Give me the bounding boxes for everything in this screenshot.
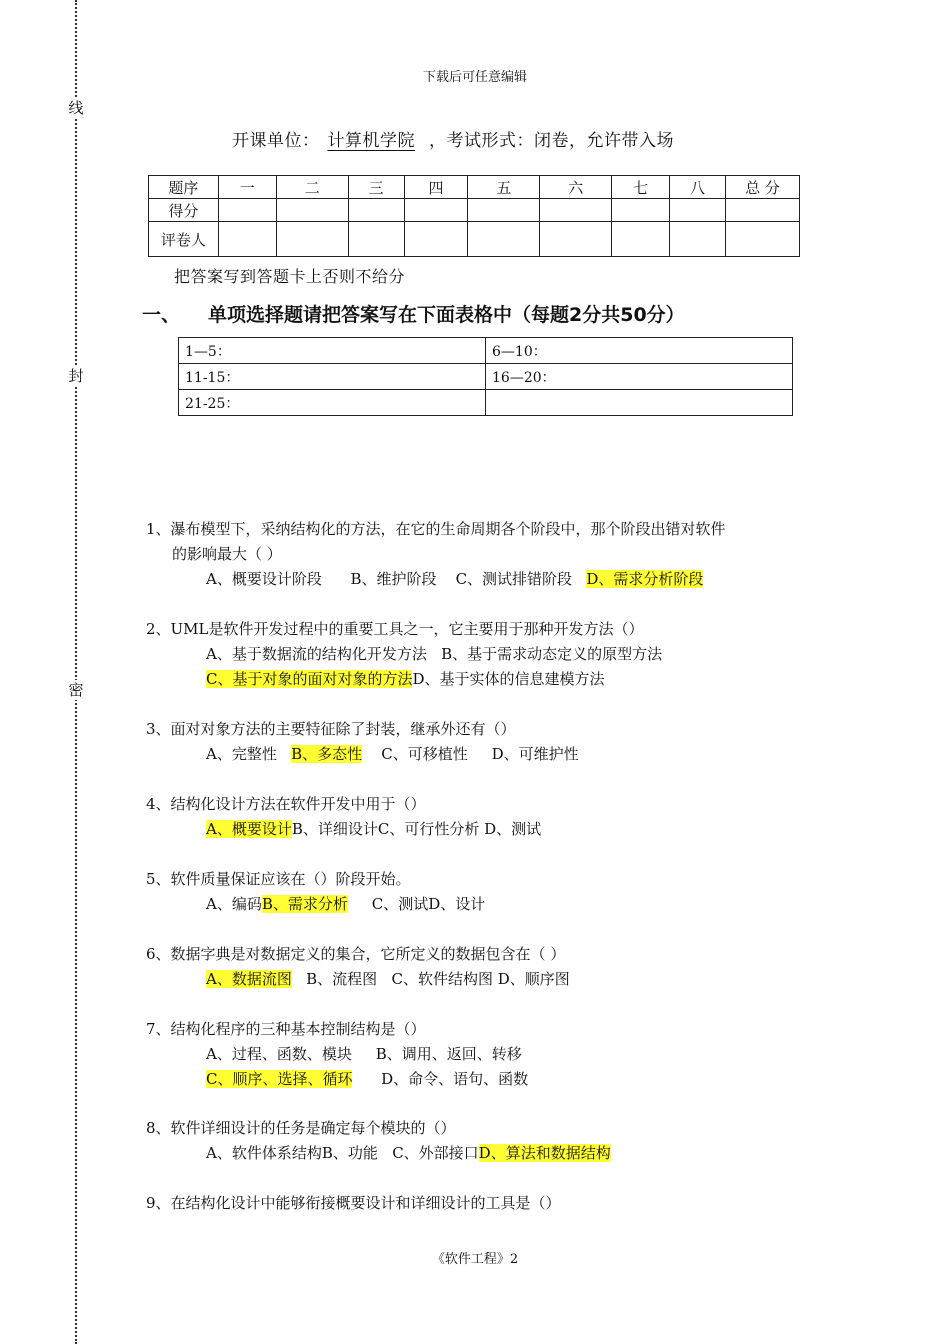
margin-char-line: 线 (64, 98, 88, 118)
option-b: B、维护阶段 (350, 570, 437, 588)
score-header-cell: 八 (670, 176, 726, 199)
score-cell (726, 199, 800, 222)
question-7 (146, 1017, 528, 1092)
question-5 (146, 867, 485, 917)
question-options (146, 567, 726, 592)
option-c-highlighted: C、顺序、选择、循环 (206, 1070, 353, 1088)
answer-cell: 6—10： (486, 338, 793, 364)
option-b-highlighted: B、需求分析 (261, 895, 348, 913)
question-6 (146, 942, 570, 992)
score-cell (468, 199, 540, 222)
score-cell (404, 199, 468, 222)
option-d: D、测试 (484, 820, 542, 838)
question-stem: 1、瀑布模型下，采纳结构化的方法，在它的生命周期各个阶段中，那个阶段出错对软件 (146, 520, 726, 538)
score-header-cell: 三 (348, 176, 404, 199)
score-header-cell: 题序 (149, 176, 219, 199)
question-stem: 7、结构化程序的三种基本控制结构是（） (146, 1020, 426, 1038)
option-a: A、编码 (206, 895, 262, 913)
option-d: D、命令、语句、函数 (381, 1070, 529, 1088)
score-table-header-row (149, 176, 800, 199)
score-header-cell: 五 (468, 176, 540, 199)
question-stem: 3、面对对象方法的主要特征除了封装，继承外还有（） (146, 720, 516, 738)
option-b-highlighted: B、多态性 (291, 745, 363, 763)
score-header-cell: 总 分 (726, 176, 800, 199)
option-a: A、概要设计阶段 (206, 570, 322, 588)
option-a: A、完整性 (206, 745, 277, 763)
option-c: C、可行性分析 (377, 820, 480, 838)
question-options (146, 1141, 611, 1166)
question-stem: 5、软件质量保证应该在（）阶段开始。 (146, 870, 411, 888)
question-stem: 4、结构化设计方法在软件开发中用于（） (146, 795, 426, 813)
option-c: C、测试 (371, 895, 429, 913)
question-options (146, 817, 541, 842)
option-a: A、过程、函数、模块 (206, 1045, 352, 1063)
option-d-highlighted: D、需求分析阶段 (586, 570, 704, 588)
course-line (232, 126, 674, 151)
grader-cell (218, 222, 276, 257)
question-stem: 8、软件详细设计的任务是确定每个模块的（） (146, 1119, 456, 1137)
question-3 (146, 717, 579, 767)
section-number: 一、 (142, 304, 181, 326)
grader-row-label: 评卷人 (149, 222, 219, 257)
grader-cell (670, 222, 726, 257)
question-9 (146, 1191, 561, 1216)
option-d-highlighted: D、算法和数据结构 (478, 1144, 611, 1162)
score-header-cell: 二 (276, 176, 348, 199)
section-title: 单项选择题请把答案写在下面表格中（每题2分共50分） (208, 304, 685, 326)
question-options (146, 667, 662, 692)
answer-row (179, 364, 793, 390)
grader-cell (404, 222, 468, 257)
option-c: C、软件结构图 (391, 970, 493, 988)
course-unit-label: 开课单位： (232, 131, 320, 151)
question-options (146, 892, 485, 917)
option-a-highlighted: A、数据流图 (206, 970, 292, 988)
score-header-cell: 六 (540, 176, 612, 199)
question-stem: 9、在结构化设计中能够衔接概要设计和详细设计的工具是（） (146, 1194, 561, 1212)
grader-cell (726, 222, 800, 257)
margin-char-seal: 封 (64, 366, 88, 386)
margin-char-secret: 密 (64, 680, 88, 700)
answer-row (179, 338, 793, 364)
answer-cell: 11-15： (179, 364, 486, 390)
option-c: C、测试排错阶段 (455, 570, 573, 588)
option-c-highlighted: C、基于对象的面对对象的方法 (206, 670, 413, 688)
option-a-highlighted: A、概要设计 (206, 820, 292, 838)
option-a: A、软件体系结构 (206, 1144, 322, 1162)
header-note: 下载后可任意编辑 (422, 70, 527, 85)
score-cell (540, 199, 612, 222)
question-stem: 2、UML是软件开发过程中的重要工具之一，它主要用于那种开发方法（） (146, 620, 644, 638)
option-c: C、外部接口 (392, 1144, 479, 1162)
grader-cell (468, 222, 540, 257)
option-a: A、基于数据流的结构化开发方法 (206, 645, 427, 663)
option-b: B、功能 (321, 1144, 378, 1162)
score-header-cell: 一 (218, 176, 276, 199)
grader-cell (276, 222, 348, 257)
score-cell (670, 199, 726, 222)
question-options (146, 967, 570, 992)
option-d: D、设计 (428, 895, 486, 913)
option-d: D、顺序图 (497, 970, 570, 988)
option-d: D、基于实体的信息建模方法 (412, 670, 605, 688)
score-cell (276, 199, 348, 222)
question-stem: 6、数据字典是对数据定义的集合，它所定义的数据包含在（ ） (146, 945, 566, 963)
answer-row (179, 390, 793, 416)
question-stem-continued: 的影响最大（ ） (172, 545, 282, 563)
section-heading (142, 300, 685, 327)
score-header-cell: 七 (612, 176, 670, 199)
score-table (148, 175, 800, 257)
grader-cell (612, 222, 670, 257)
score-row-label: 得分 (149, 199, 219, 222)
question-options (146, 1067, 528, 1092)
grader-cell (348, 222, 404, 257)
question-8 (146, 1116, 611, 1166)
grader-row (149, 222, 800, 257)
score-cell (348, 199, 404, 222)
answer-cell: 16—20： (486, 364, 793, 390)
answer-cell (486, 390, 793, 416)
question-4 (146, 792, 541, 842)
question-1 (146, 517, 726, 592)
question-options (146, 742, 579, 767)
option-c: C、可移植性 (381, 745, 468, 763)
score-cell (612, 199, 670, 222)
answer-card-note: 把答案写到答题卡上否则不给分 (174, 267, 406, 286)
binding-dotted-line (75, 0, 77, 1344)
answer-table (178, 337, 793, 416)
answer-cell: 21-25： (179, 390, 486, 416)
grader-cell (540, 222, 612, 257)
option-b: B、流程图 (306, 970, 378, 988)
option-b: B、基于需求动态定义的原型方法 (441, 645, 663, 663)
page-footer: 《软件工程》2 (431, 1252, 519, 1267)
score-cell (218, 199, 276, 222)
exam-form: ，考试形式：闭卷，允许带入场 (429, 131, 674, 151)
question-options (146, 1042, 528, 1067)
score-row (149, 199, 800, 222)
option-b: B、详细设计 (291, 820, 378, 838)
option-b: B、调用、返回、转移 (375, 1045, 522, 1063)
answer-cell: 1—5： (179, 338, 486, 364)
score-header-cell: 四 (404, 176, 468, 199)
option-d: D、可维护性 (491, 745, 579, 763)
question-options (146, 642, 662, 667)
course-unit-value: 计算机学院 (327, 131, 415, 151)
question-2 (146, 617, 662, 692)
